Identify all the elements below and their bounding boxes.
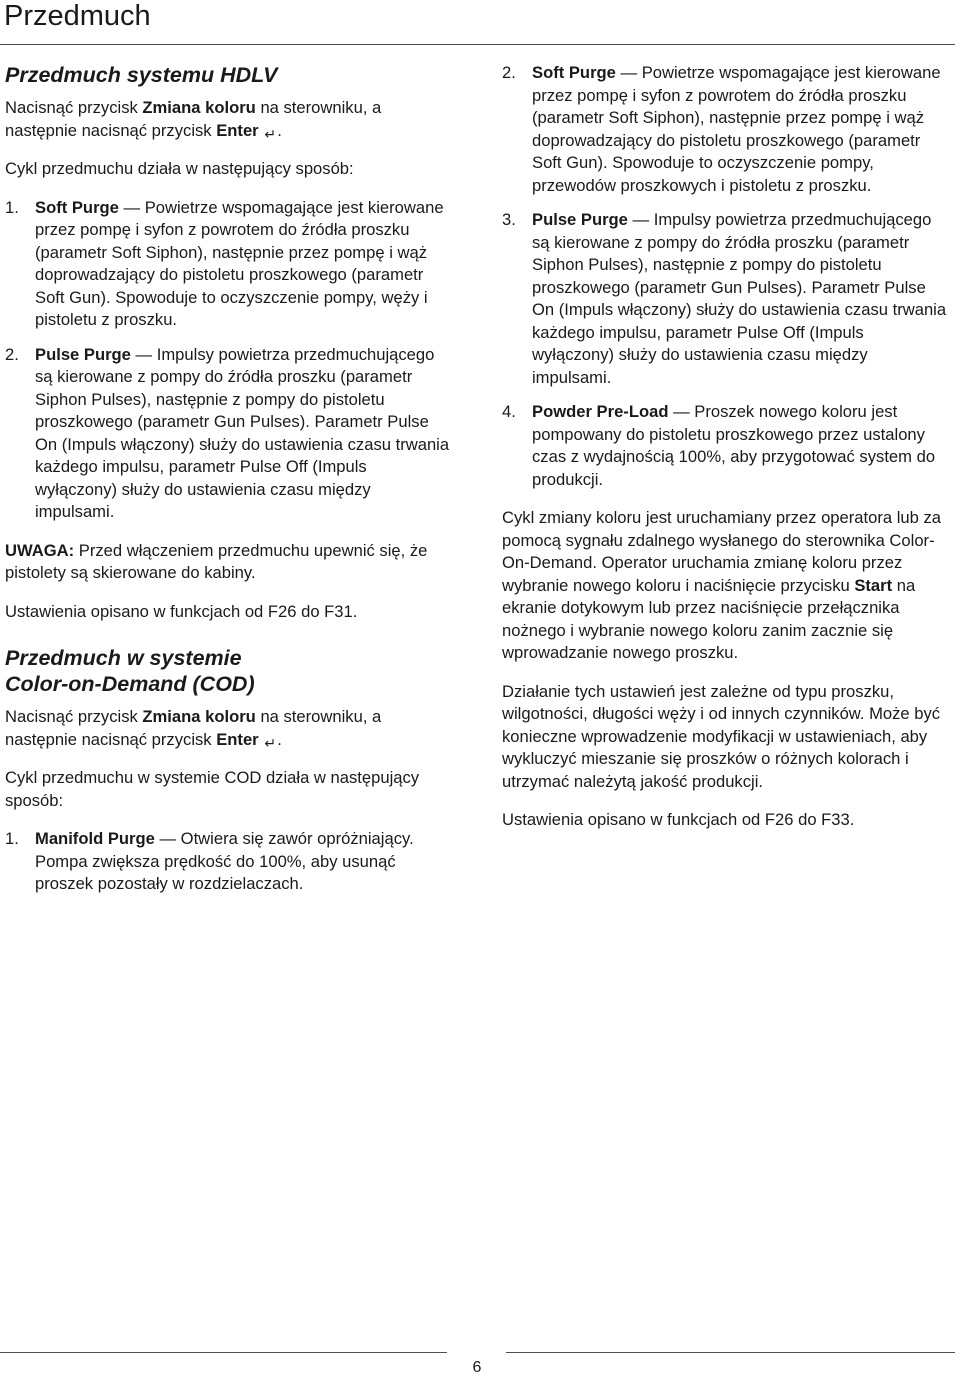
hdlv-note	[5, 540, 450, 585]
list-item-text: — Otwiera się zawór opróżniający. Pompa zwiększa prędkość do 100%, aby usunąć proszek pozostały w rozdzielaczach.	[35, 829, 414, 893]
left-column	[5, 62, 450, 912]
cod-intro-text: Nacisnąć przycisk	[5, 707, 143, 726]
list-item-number: 2.	[502, 63, 516, 82]
list-item-term: Pulse Purge	[35, 344, 131, 364]
hdlv-intro-button-name: Zmiana koloru	[142, 98, 256, 117]
list-item-text: — Impulsy powietrza przedmuchującego są kierowane z pompy do źródła proszku (parametr Siphon Pulses), następnie z pompy do pistoletu proszkowego (parametr Gun Pulses). Parametr Pulse On (Impuls włączony) służy do ustawienia czasu trwania każdego impulsu, parametr Pulse Off (Impuls wyłączony) służy do ustawienia czasu między impulsami.	[35, 344, 450, 521]
title-divider	[0, 44, 955, 45]
list-item-number: 1.	[5, 829, 19, 848]
list-item-number: 3.	[502, 210, 516, 229]
cod-steps-right	[502, 62, 947, 491]
note-label: UWAGA:	[5, 540, 75, 560]
hdlv-intro-text-2: na sterowniku, a następnie nacisnąć przycisk	[5, 98, 382, 140]
cod-heading-line1: Przedmuch w systemie	[5, 646, 242, 670]
list-item-text: — Powietrze wspomagające jest kierowane przez pompę i syfon z powrotem do źródła proszku (parametr Soft Siphon), następnie przez pompę i wąż doprowadzający do pistoletu proszkowego (parametr Soft Gun). Spowoduje to oczyszczenie pompy, węży i pistoletu z proszku.	[35, 197, 444, 329]
cod-heading-line2: Color-on-Demand (COD)	[5, 672, 255, 696]
hdlv-intro-end: .	[277, 120, 282, 140]
list-item-text: — Proszek nowego koloru jest pompowany do pistoletu proszkowego przez ustalony czas z wydajnością 100%, aby przygotować system do produkcji.	[532, 402, 936, 489]
note-text: Przed włączeniem przedmuchu upewnić się, że pistolety są skierowane do kabiny.	[5, 540, 428, 582]
page-title: Przedmuch	[4, 0, 151, 32]
list-item-body	[532, 62, 947, 197]
list-item-text: — Impulsy powietrza przedmuchującego są kierowane z pompy do źródła proszku (parametr Siphon Pulses), następnie z pompy do pistoletu proszkowego (parametr Gun Pulses). Parametr Pulse On (Impuls włączony) służy do ustawienia czasu trwania każdego impulsu, parametr Pulse Off (Impuls wyłączony) służy do ustawienia czasu między impulsami.	[532, 210, 947, 387]
enter-icon: ↵	[264, 734, 277, 751]
list-item	[5, 828, 450, 896]
list-item-term: Soft Purge	[532, 63, 616, 82]
hdlv-heading: Przedmuch systemu HDLV	[5, 63, 278, 87]
list-item	[502, 209, 947, 389]
cod-para-settings-effect: Działanie tych ustawień jest zależne od typu proszku, wilgotności, długości węży i od innych czynników. Może być konieczne wprowadzenie modyfikacji w ustawieniach, aby wykluczyć mieszanie się proszków o różnych kolorach i utrzymać należytą jakość produkcji.	[502, 681, 941, 791]
list-item-body	[35, 344, 450, 524]
list-item-number: 2.	[5, 344, 19, 364]
list-item-body	[532, 401, 947, 491]
list-item-number: 1.	[5, 197, 19, 217]
hdlv-steps	[5, 197, 450, 524]
list-item	[502, 62, 947, 197]
cod-cycle: Cykl przedmuchu w systemie COD działa w następujący sposób:	[5, 768, 420, 810]
cod-intro-text-2: na sterowniku, a następnie nacisnąć przycisk	[5, 707, 382, 749]
hdlv-intro	[5, 97, 450, 142]
list-item	[502, 401, 947, 491]
footer-divider-right	[506, 1352, 955, 1353]
cod-intro-button-name: Zmiana koloru	[142, 707, 256, 726]
cod-para-trigger-text-2: na ekranie dotykowym lub przez naciśnięcie przełącznika nożnego i wybranie nowego koloru zanim zacznie się wprowadzanie nowego proszku.	[502, 575, 916, 662]
hdlv-cycle: Cykl przedmuchu działa w następujący sposób:	[5, 159, 354, 178]
list-item-body	[35, 197, 450, 332]
footer-divider-left	[0, 1352, 447, 1353]
list-item-term: Soft Purge	[35, 197, 119, 217]
list-item-term: Manifold Purge	[35, 829, 155, 848]
list-item-number: 4.	[502, 402, 516, 421]
list-item-text: — Powietrze wspomagające jest kierowane przez pompę i syfon z powrotem do źródła proszku (parametr Soft Siphon), następnie przez pompę i wąż doprowadzający do pistoletu proszkowego (parametr Soft Gun). Spowoduje to oczyszczenie pompy, przewodów proszkowych i pistoletu z proszku.	[532, 63, 941, 195]
list-item-body	[532, 209, 947, 389]
hdlv-intro-enter: Enter	[216, 120, 259, 140]
cod-steps-left	[5, 828, 450, 896]
list-item-term: Pulse Purge	[532, 210, 628, 229]
cod-intro	[5, 706, 450, 751]
list-item	[5, 344, 450, 524]
list-item-body	[35, 828, 450, 896]
page-number: 6	[472, 1359, 482, 1376]
cod-para-trigger-text: Cykl zmiany koloru jest uruchamiany przez operatora lub za pomocą sygnału zdalnego wysłanego do sterownika Color-On-Demand. Operator uruchamia zmianę koloru przez wybranie nowego koloru i naciśnięcie przycisku	[502, 508, 942, 595]
cod-heading	[5, 645, 450, 697]
list-item-term: Powder Pre-Load	[532, 402, 669, 421]
cod-intro-enter: Enter	[216, 729, 259, 749]
cod-settings: Ustawienia opisano w funkcjach od F26 do F33.	[502, 810, 855, 829]
enter-icon: ↵	[264, 125, 277, 142]
cod-para-start: Start	[854, 575, 893, 595]
hdlv-intro-text: Nacisnąć przycisk	[5, 98, 143, 117]
list-item	[5, 197, 450, 332]
hdlv-settings: Ustawienia opisano w funkcjach od F26 do F31.	[5, 601, 358, 621]
cod-para-trigger	[502, 507, 947, 665]
right-column	[502, 62, 947, 848]
cod-intro-end: .	[277, 729, 282, 749]
